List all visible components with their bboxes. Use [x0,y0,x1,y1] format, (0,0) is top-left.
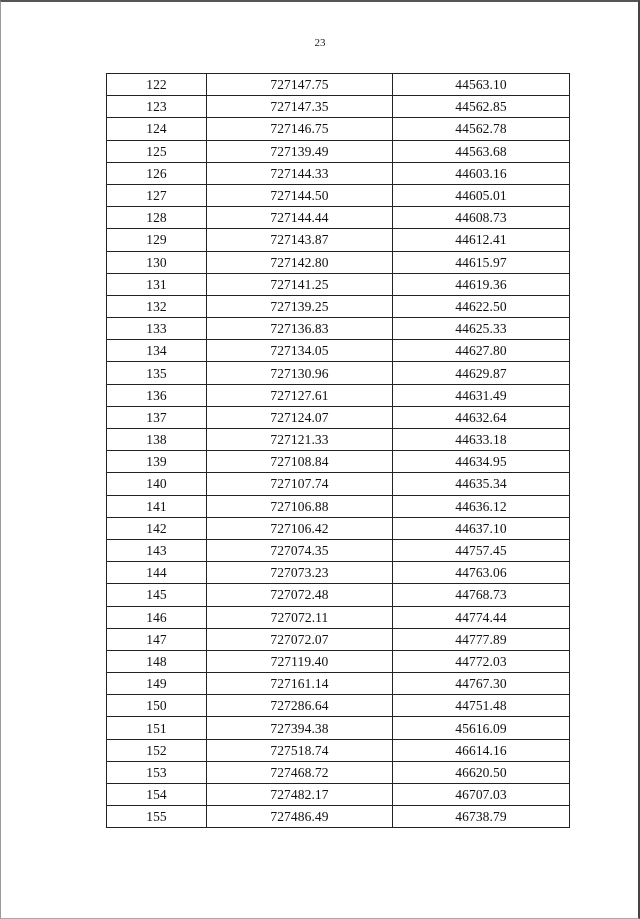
point-number-cell: 135 [107,362,207,384]
x-coordinate-cell: 727106.88 [207,495,393,517]
table-row [107,606,570,628]
point-number-cell: 148 [107,650,207,672]
point-number-cell: 123 [107,96,207,118]
y-coordinate-cell: 46620.50 [393,761,570,783]
x-coordinate-cell: 727134.05 [207,340,393,362]
point-number-cell: 145 [107,584,207,606]
x-coordinate-cell: 727124.07 [207,406,393,428]
point-number-cell: 143 [107,539,207,561]
point-number-cell: 141 [107,495,207,517]
x-coordinate-cell: 727073.23 [207,562,393,584]
y-coordinate-cell: 44622.50 [393,295,570,317]
coordinate-table [106,73,570,828]
y-coordinate-cell: 44619.36 [393,273,570,295]
y-coordinate-cell: 44768.73 [393,584,570,606]
point-number-cell: 146 [107,606,207,628]
x-coordinate-cell: 727518.74 [207,739,393,761]
table-row [107,406,570,428]
table-row [107,96,570,118]
table-row [107,562,570,584]
y-coordinate-cell: 44633.18 [393,429,570,451]
table-row [107,761,570,783]
table-row [107,184,570,206]
table-row [107,628,570,650]
point-number-cell: 126 [107,162,207,184]
table-row [107,806,570,828]
point-number-cell: 147 [107,628,207,650]
table-row [107,539,570,561]
point-number-cell: 131 [107,273,207,295]
point-number-cell: 124 [107,118,207,140]
table-row [107,650,570,672]
y-coordinate-cell: 44763.06 [393,562,570,584]
x-coordinate-cell: 727136.83 [207,318,393,340]
y-coordinate-cell: 44635.34 [393,473,570,495]
x-coordinate-cell: 727072.07 [207,628,393,650]
x-coordinate-cell: 727072.11 [207,606,393,628]
y-coordinate-cell: 44615.97 [393,251,570,273]
coordinate-table-body [107,74,570,828]
y-coordinate-cell: 44777.89 [393,628,570,650]
table-row [107,451,570,473]
y-coordinate-cell: 44562.78 [393,118,570,140]
point-number-cell: 140 [107,473,207,495]
table-row [107,517,570,539]
point-number-cell: 133 [107,318,207,340]
point-number-cell: 154 [107,784,207,806]
point-number-cell: 139 [107,451,207,473]
x-coordinate-cell: 727074.35 [207,539,393,561]
y-coordinate-cell: 44757.45 [393,539,570,561]
point-number-cell: 142 [107,517,207,539]
y-coordinate-cell: 46614.16 [393,739,570,761]
y-coordinate-cell: 44636.12 [393,495,570,517]
y-coordinate-cell: 44562.85 [393,96,570,118]
x-coordinate-cell: 727107.74 [207,473,393,495]
point-number-cell: 150 [107,695,207,717]
x-coordinate-cell: 727161.14 [207,673,393,695]
y-coordinate-cell: 44637.10 [393,517,570,539]
x-coordinate-cell: 727130.96 [207,362,393,384]
table-row [107,384,570,406]
x-coordinate-cell: 727108.84 [207,451,393,473]
x-coordinate-cell: 727127.61 [207,384,393,406]
x-coordinate-cell: 727143.87 [207,229,393,251]
point-number-cell: 138 [107,429,207,451]
table-row [107,495,570,517]
x-coordinate-cell: 727144.50 [207,184,393,206]
table-row [107,140,570,162]
table-row [107,717,570,739]
table-row [107,362,570,384]
x-coordinate-cell: 727141.25 [207,273,393,295]
x-coordinate-cell: 727482.17 [207,784,393,806]
y-coordinate-cell: 44563.68 [393,140,570,162]
y-coordinate-cell: 44774.44 [393,606,570,628]
x-coordinate-cell: 727119.40 [207,650,393,672]
x-coordinate-cell: 727139.49 [207,140,393,162]
x-coordinate-cell: 727286.64 [207,695,393,717]
point-number-cell: 136 [107,384,207,406]
point-number-cell: 132 [107,295,207,317]
table-row [107,74,570,96]
y-coordinate-cell: 44634.95 [393,451,570,473]
point-number-cell: 137 [107,406,207,428]
point-number-cell: 152 [107,739,207,761]
table-row [107,295,570,317]
table-row [107,673,570,695]
point-number-cell: 128 [107,207,207,229]
point-number-cell: 151 [107,717,207,739]
y-coordinate-cell: 44632.64 [393,406,570,428]
y-coordinate-cell: 44563.10 [393,74,570,96]
x-coordinate-cell: 727147.75 [207,74,393,96]
point-number-cell: 125 [107,140,207,162]
table-row [107,429,570,451]
x-coordinate-cell: 727146.75 [207,118,393,140]
y-coordinate-cell: 44772.03 [393,650,570,672]
x-coordinate-cell: 727144.33 [207,162,393,184]
y-coordinate-cell: 44751.48 [393,695,570,717]
y-coordinate-cell: 44608.73 [393,207,570,229]
x-coordinate-cell: 727121.33 [207,429,393,451]
y-coordinate-cell: 45616.09 [393,717,570,739]
page-number: 23 [314,37,326,49]
table-row [107,118,570,140]
point-number-cell: 149 [107,673,207,695]
point-number-cell: 153 [107,761,207,783]
table-row [107,251,570,273]
point-number-cell: 129 [107,229,207,251]
y-coordinate-cell: 44631.49 [393,384,570,406]
table-row [107,207,570,229]
x-coordinate-cell: 727394.38 [207,717,393,739]
table-row [107,162,570,184]
x-coordinate-cell: 727142.80 [207,251,393,273]
point-number-cell: 155 [107,806,207,828]
table-row [107,273,570,295]
y-coordinate-cell: 44625.33 [393,318,570,340]
point-number-cell: 144 [107,562,207,584]
table-row [107,739,570,761]
y-coordinate-cell: 44629.87 [393,362,570,384]
point-number-cell: 127 [107,184,207,206]
x-coordinate-cell: 727144.44 [207,207,393,229]
y-coordinate-cell: 46707.03 [393,784,570,806]
table-row [107,695,570,717]
x-coordinate-cell: 727147.35 [207,96,393,118]
point-number-cell: 122 [107,74,207,96]
x-coordinate-cell: 727486.49 [207,806,393,828]
point-number-cell: 130 [107,251,207,273]
table-row [107,318,570,340]
table-row [107,229,570,251]
y-coordinate-cell: 44627.80 [393,340,570,362]
table-row [107,584,570,606]
x-coordinate-cell: 727072.48 [207,584,393,606]
table-row [107,340,570,362]
y-coordinate-cell: 44603.16 [393,162,570,184]
point-number-cell: 134 [107,340,207,362]
y-coordinate-cell: 44612.41 [393,229,570,251]
x-coordinate-cell: 727139.25 [207,295,393,317]
y-coordinate-cell: 46738.79 [393,806,570,828]
y-coordinate-cell: 44767.30 [393,673,570,695]
table-row [107,784,570,806]
x-coordinate-cell: 727106.42 [207,517,393,539]
table-row [107,473,570,495]
y-coordinate-cell: 44605.01 [393,184,570,206]
x-coordinate-cell: 727468.72 [207,761,393,783]
